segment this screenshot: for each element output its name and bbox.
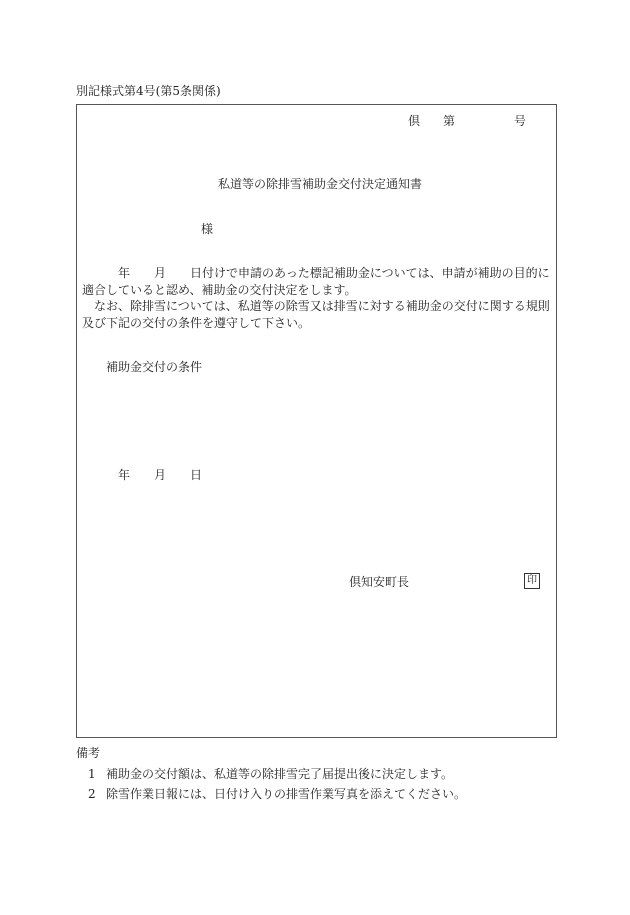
document-number-dai: 第 [443, 114, 456, 128]
note-1-number: 1 [88, 767, 96, 781]
seal-mark: 印 [524, 573, 540, 589]
notes-heading: 備考 [76, 746, 101, 760]
notice-form-frame [76, 104, 557, 738]
note-2-number: 2 [88, 787, 96, 801]
recipient-honorific: 様 [201, 222, 214, 236]
issuer-name: 倶知安町長 [349, 575, 410, 589]
note-1-text: 補助金の交付額は、私道等の除排雪完了届提出後に決定します。 [106, 767, 454, 781]
document-number-go: 号 [514, 114, 527, 128]
document-number-prefix: 倶 [408, 114, 421, 128]
body-line-4: 及び下記の交付の条件を遵守して下さい。 [82, 316, 311, 330]
date-line: 年 月 日 [118, 468, 203, 482]
body-line-2: 適合していると認め、補助金の交付決定をします。 [82, 283, 357, 297]
conditions-heading: 補助金交付の条件 [106, 360, 203, 374]
body-line-3: なお、除排雪については、私道等の除雪又は排雪に対する補助金の交付に関する規則 [94, 299, 550, 313]
document-title: 私道等の除排雪補助金交付決定通知書 [218, 177, 423, 191]
form-number-label: 別記様式第4号(第5条関係) [76, 84, 221, 98]
note-2-text: 除雪作業日報には、日付け入りの排雪作業写真を添えてください。 [106, 787, 467, 801]
body-line-1: 年 月 日付けで申請のあった標記補助金については、申請が補助の目的に [118, 266, 550, 280]
